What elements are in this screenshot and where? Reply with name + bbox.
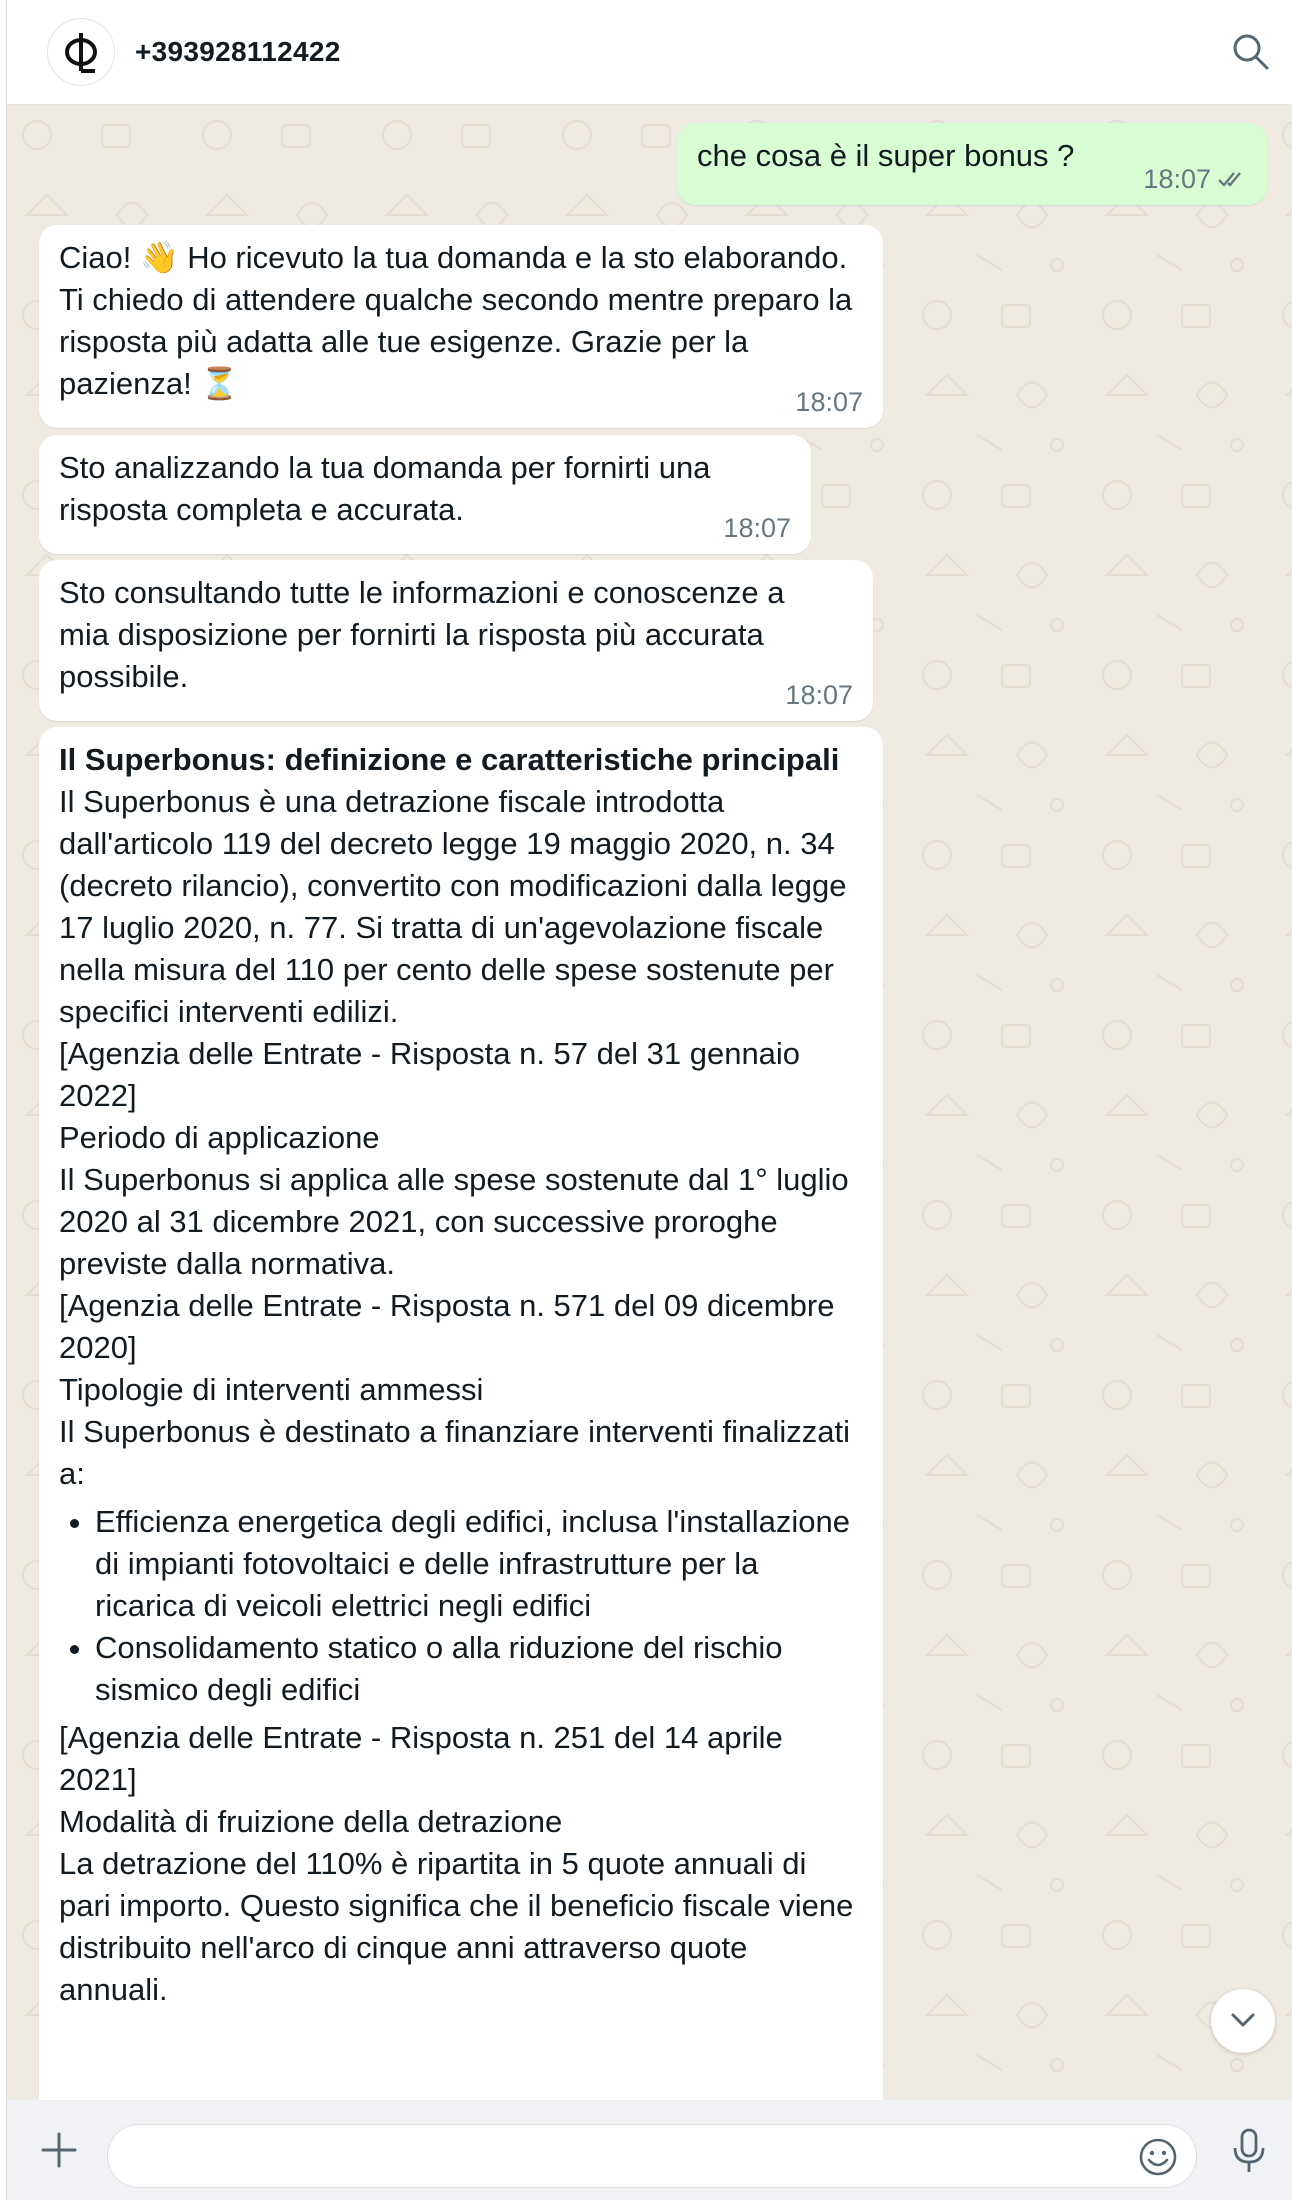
incoming-message[interactable] — [39, 225, 883, 428]
search-icon — [1229, 30, 1273, 74]
chevron-down-icon — [1229, 2009, 1257, 2033]
message-paragraph: Il Superbonus è una detrazione fiscale introdotta dall'articolo 119 del decreto legge 19 maggio 2020, n. 34 (decreto rilancio), convertito con modificazioni dalla legge 17 luglio 2020, n. 77. Si tratta di un'agevolazione fiscale nella misura del 110 per cento delle spese sostenute per specifici interventi edilizi. — [59, 784, 847, 1029]
message-subheading: Modalità di fruizione della detrazione — [59, 1804, 563, 1839]
message-time: 18:07 — [723, 513, 791, 543]
emoji-button[interactable] — [1136, 2135, 1180, 2179]
message-time: 18:07 — [795, 387, 863, 417]
message-input[interactable] — [134, 2135, 1098, 2181]
plus-icon — [37, 2128, 81, 2172]
bullet-item: • Efficienza energetica degli edifici, inclusa l'installazione di impianti fotovoltaici e delle infrastrutture per la ricarica di veicoli elettrici negli edifici — [95, 1501, 863, 1627]
message-text: che cosa è il super bonus ? — [697, 138, 1075, 173]
message-paragraph: La detrazione del 110% è ripartita in 5 quote annuali di pari importo. Questo significa che il beneficio fiscale viene distribuito nell'arco di cinque anni attraverso quote annuali. — [59, 1846, 854, 2007]
message-list[interactable] — [7, 105, 1292, 2100]
search-button[interactable] — [1229, 30, 1273, 74]
incoming-message[interactable] — [39, 560, 873, 721]
message-subheading: Periodo di applicazione — [59, 1120, 380, 1155]
message-time: 18:07 — [1143, 164, 1211, 194]
message-paragraph: Il Superbonus si applica alle spese sostenute dal 1° luglio 2020 al 31 dicembre 2021, con successive proroghe previste dalla normativa. — [59, 1162, 849, 1281]
message-reference: [Agenzia delle Entrate - Risposta n. 57 del 31 gennaio 2022] — [59, 1036, 801, 1113]
message-heading: Il Superbonus: definizione e caratteristiche principali — [59, 742, 840, 777]
message-reference: [Agenzia delle Entrate - Risposta n. 251 del 14 aprile 2021] — [59, 1720, 783, 1797]
message-text: Ciao! 👋 Ho ricevuto la tua domanda e la sto elaborando. Ti chiedo di attendere qualche secondo mentre preparo la risposta più adatta alle tue esigenze. Grazie per la pazienza! ⏳ — [59, 240, 853, 401]
bullet-list — [59, 1501, 863, 1711]
attach-button[interactable] — [37, 2128, 81, 2172]
double-check-icon — [1217, 164, 1247, 194]
message-time: 18:07 — [785, 680, 853, 710]
microphone-icon — [1227, 2126, 1271, 2176]
message-text: Sto analizzando la tua domanda per fornirti una risposta completa e accurata. — [59, 450, 711, 527]
emoji-icon — [1136, 2135, 1180, 2179]
composer-bar — [7, 2100, 1292, 2200]
chat-window — [6, 0, 1292, 2200]
bullet-item: • Consolidamento statico o alla riduzione del rischio sismico degli edifici — [95, 1627, 863, 1711]
incoming-message[interactable] — [39, 435, 811, 554]
message-meta — [1143, 163, 1247, 195]
message-input-box[interactable] — [107, 2124, 1197, 2188]
phi-logo-icon — [58, 29, 104, 75]
message-subheading: Tipologie di interventi ammessi — [59, 1372, 484, 1407]
contact-name[interactable]: +393928112422 — [135, 36, 341, 67]
scroll-to-bottom-button[interactable] — [1211, 1989, 1275, 2053]
chat-header — [7, 0, 1292, 105]
microphone-button[interactable] — [1227, 2126, 1271, 2176]
outgoing-message[interactable] — [677, 123, 1267, 205]
avatar[interactable] — [47, 18, 115, 86]
message-text: Sto consultando tutte le informazioni e conoscenze a mia disposizione per fornirti la risposta più accurata possibile. — [59, 575, 785, 694]
message-reference: [Agenzia delle Entrate - Risposta n. 571 del 09 dicembre 2020] — [59, 1288, 835, 1365]
incoming-message-long[interactable] — [39, 727, 883, 2100]
message-paragraph: Il Superbonus è destinato a finanziare interventi finalizzati a: — [59, 1414, 850, 1491]
